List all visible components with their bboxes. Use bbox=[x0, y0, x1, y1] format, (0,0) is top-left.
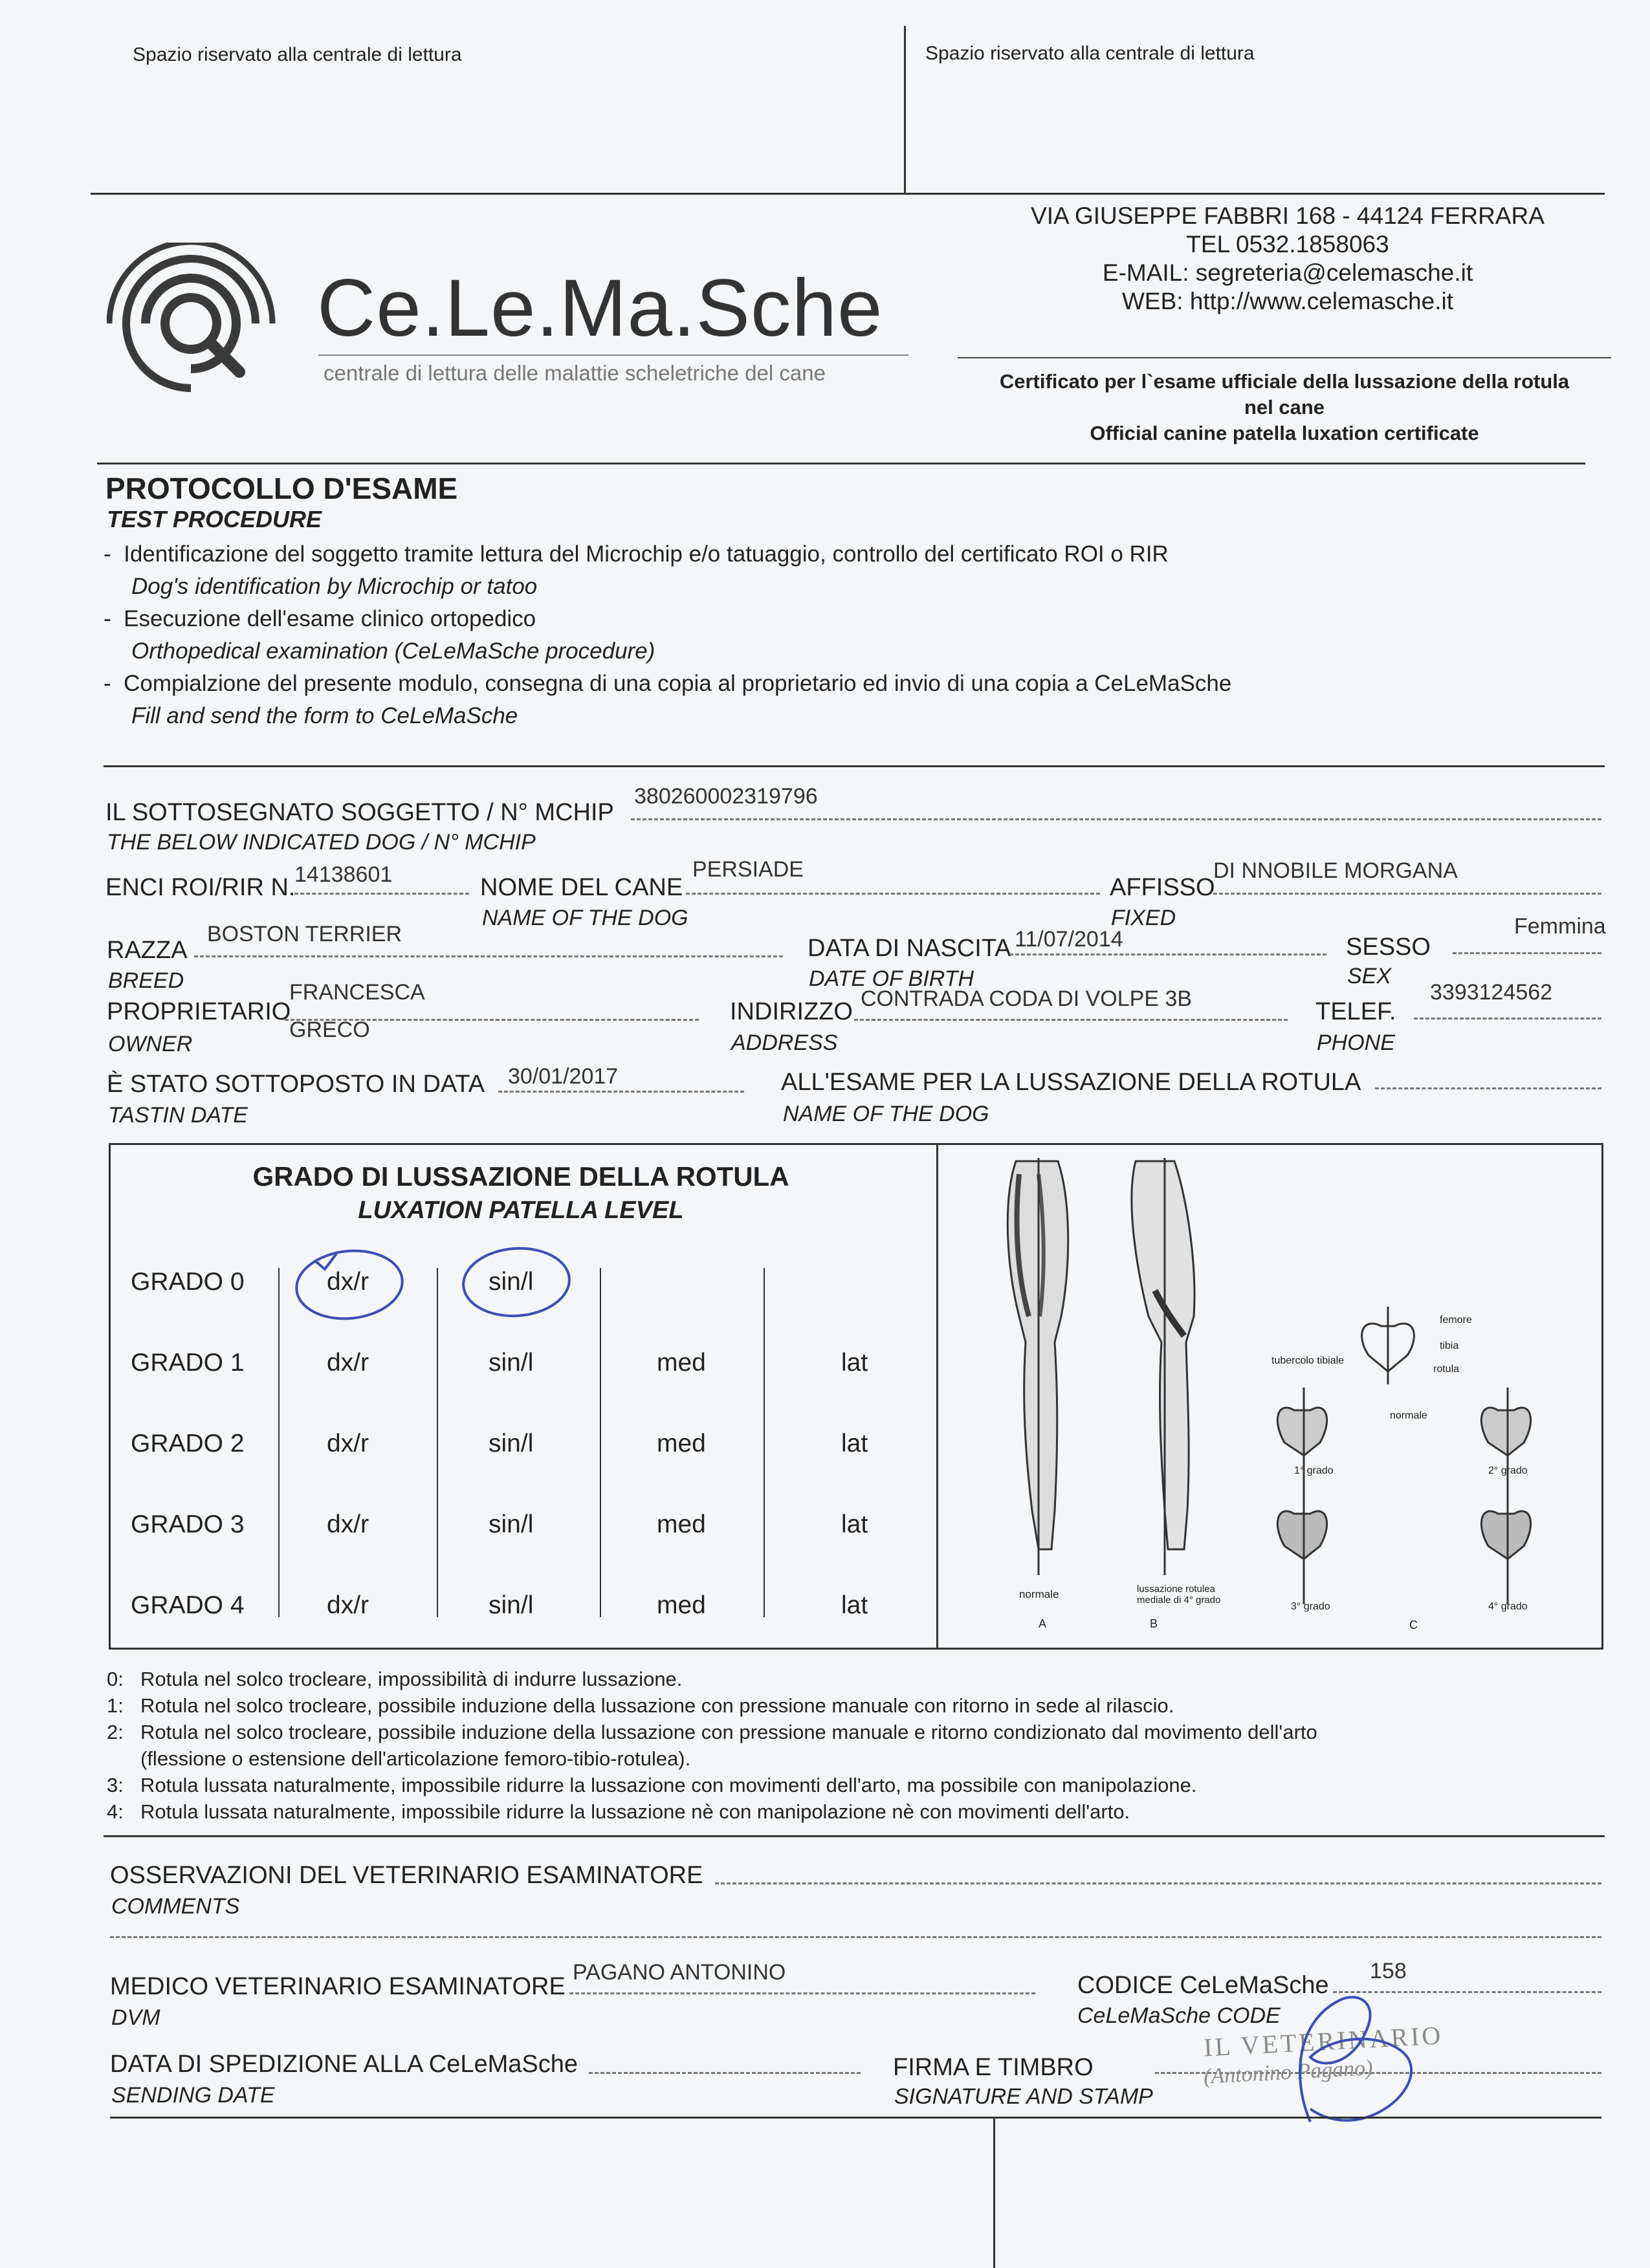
legend-num: 3: bbox=[107, 1774, 124, 1796]
sign-label: FIRMA E TIMBRO bbox=[893, 2054, 1094, 2081]
protocol-list bbox=[104, 538, 1231, 732]
protocol-item: - Identificazione del soggetto tramite lettura del Microchip e/o tatuaggio, controllo del certificato ROI o RIR bbox=[104, 541, 1169, 567]
grade-dx[interactable]: dx/r bbox=[327, 1349, 369, 1377]
protocol-rule bbox=[104, 765, 1605, 767]
diag-label-g3: 3° grado bbox=[1291, 1601, 1330, 1612]
grade-dx[interactable]: dx/r bbox=[327, 1268, 369, 1296]
grade-sin[interactable]: sin/l bbox=[489, 1430, 534, 1457]
diag-label-c: C bbox=[1409, 1619, 1418, 1631]
legend-text: Rotula lussata naturalmente, impossibile ridurre la lussazione con movimenti dell'arto, ma possibile con manipolazione. bbox=[140, 1774, 1197, 1796]
legend-row bbox=[107, 1772, 1317, 1798]
signature-icon bbox=[1284, 1979, 1479, 2135]
address-label: INDIRIZZO bbox=[730, 998, 853, 1025]
grade-sin[interactable]: sin/l bbox=[489, 1349, 534, 1377]
diag-label-lussazione-line2: mediale di 4° grado bbox=[1137, 1595, 1221, 1606]
reserved-left: Spazio riservato alla centrale di lettura bbox=[133, 44, 462, 65]
exam-sub: NAME OF THE DOG bbox=[783, 1102, 989, 1126]
diag-label-g1: 1° grado bbox=[1294, 1465, 1334, 1476]
exam-label: ALL'ESAME PER LA LUSSAZIONE DELLA ROTULA bbox=[781, 1069, 1361, 1096]
top-rule bbox=[91, 193, 1605, 195]
address-value: CONTRADA CODA DI VOLPE 3B bbox=[861, 987, 1193, 1011]
grade0-circles bbox=[285, 1242, 595, 1333]
diag-label-tibia: tibia bbox=[1440, 1340, 1459, 1351]
protocol-subtitle: TEST PROCEDURE bbox=[107, 506, 322, 532]
mchip-line bbox=[631, 818, 1601, 820]
sex-line bbox=[1453, 952, 1601, 954]
owner-value-first: FRANCESCA bbox=[289, 980, 425, 1005]
phone-line: TEL 0532.1858063 bbox=[1186, 231, 1389, 257]
send-sub: SENDING DATE bbox=[111, 2083, 275, 2108]
protocol-item: - Esecuzione dell'esame clinico ortopedico bbox=[104, 606, 536, 631]
owner-sub: OWNER bbox=[108, 1032, 193, 1056]
affisso-value: DI NNOBILE MORGANA bbox=[1213, 858, 1458, 883]
cert-rule bbox=[958, 357, 1611, 358]
diag-label-g2: 2° grado bbox=[1488, 1465, 1528, 1476]
phone-sub: PHONE bbox=[1317, 1030, 1395, 1055]
vet-label: MEDICO VETERINARIO ESAMINATORE bbox=[110, 1973, 566, 2000]
code-sub: CeLeMaSche CODE bbox=[1077, 2003, 1281, 2028]
grade-med[interactable]: med bbox=[657, 1349, 706, 1377]
mchip-label: IL SOTTOSEGNATO SOGGETTO / N° MCHIP bbox=[105, 799, 614, 826]
grade-med[interactable]: med bbox=[657, 1591, 706, 1619]
legend-text: Rotula nel solco trocleare, possibile induzione della lussazione con pressione manuale e ritorno condizionato dal movimento dell'arto bbox=[140, 1721, 1317, 1743]
protocol-item-it: Compialzione del presente modulo, consegna di una copia al proprietario ed invio di una copia a CeLeMaSche bbox=[124, 671, 1232, 696]
col-divider bbox=[278, 1268, 280, 1617]
code-label: CODICE CeLeMaSche bbox=[1077, 1972, 1329, 1999]
legend-text: (flessione o estensione dell'articolazione femoro-tibio-rotulea). bbox=[140, 1747, 691, 1770]
grade-sin[interactable]: sin/l bbox=[489, 1268, 534, 1296]
date-sub: TASTIN DATE bbox=[108, 1103, 248, 1128]
affisso-sub: FIXED bbox=[1111, 906, 1176, 930]
legend-text: Rotula lussata naturalmente, impossibile ridurre la lussazione nè con manipolazione nè con movimenti dell'arto. bbox=[140, 1800, 1130, 1823]
circle-dx bbox=[293, 1246, 406, 1324]
affisso-line bbox=[1213, 893, 1601, 895]
legend-num: 0: bbox=[107, 1668, 124, 1690]
protocol-title: PROTOCOLLO D'ESAME bbox=[105, 472, 458, 505]
logo-icon bbox=[107, 243, 301, 398]
logo-tagline: centrale di lettura delle malattie scheletriche del cane bbox=[324, 361, 826, 385]
affisso-label: AFFISSO bbox=[1110, 874, 1215, 901]
logo-name: Ce.Le.Ma.Sche bbox=[317, 263, 883, 353]
name-line bbox=[686, 893, 1100, 895]
owner-value-second: GRECO bbox=[289, 1018, 370, 1042]
dob-line bbox=[1009, 954, 1326, 955]
legend-num: 2: bbox=[107, 1721, 124, 1743]
grade-med[interactable]: med bbox=[657, 1430, 706, 1457]
legend-text: Rotula nel solco trocleare, possibile induzione della lussazione con pressione manuale con ritorno in sede al rilascio. bbox=[140, 1694, 1174, 1717]
patella-diagram bbox=[941, 1148, 1598, 1646]
diag-label-normale-a: normale bbox=[1019, 1588, 1059, 1600]
razza-line bbox=[194, 955, 783, 957]
exam-line bbox=[1375, 1087, 1601, 1089]
enci-label: ENCI ROI/RIR N. bbox=[105, 874, 296, 901]
diag-label-tubercolo: tubercolo tibiale bbox=[1271, 1355, 1345, 1366]
razza-sub: BREED bbox=[108, 968, 184, 993]
legend-row bbox=[107, 1798, 1317, 1825]
protocol-item-it: Esecuzione dell'esame clinico ortopedico bbox=[124, 606, 536, 631]
enci-line bbox=[294, 893, 469, 895]
legend-text: Rotula nel solco trocleare, impossibilità di indurre lussazione. bbox=[140, 1668, 683, 1690]
code-value: 158 bbox=[1370, 1959, 1407, 1983]
top-divider bbox=[904, 26, 906, 193]
diag-label-femore: femore bbox=[1440, 1314, 1472, 1325]
grade-label: GRADO 2 bbox=[131, 1430, 245, 1457]
grade-label: GRADO 0 bbox=[131, 1268, 245, 1296]
sex-sub: SEX bbox=[1347, 964, 1392, 988]
dob-value: 11/07/2014 bbox=[1015, 927, 1123, 952]
diag-label-lussazione-line1: lussazione rotulea bbox=[1137, 1584, 1215, 1595]
diag-label-b: B bbox=[1150, 1617, 1158, 1630]
obs-label: OSSERVAZIONI DEL VETERINARIO ESAMINATORE bbox=[110, 1862, 703, 1889]
date-value: 30/01/2017 bbox=[508, 1064, 619, 1089]
grade-dx[interactable]: dx/r bbox=[327, 1591, 369, 1619]
grade-label: GRADO 1 bbox=[131, 1349, 245, 1377]
legend-rule bbox=[104, 1835, 1605, 1837]
circle-sin bbox=[461, 1245, 572, 1319]
owner-label: PROPRIETARIO bbox=[107, 998, 291, 1025]
protocol-item: - Compialzione del presente modulo, consegna di una copia al proprietario ed invio di una copia a CeLeMaSche bbox=[104, 671, 1232, 696]
grade-label: GRADO 3 bbox=[131, 1510, 245, 1538]
vet-line bbox=[569, 1992, 1035, 1994]
phone-label: TELEF. bbox=[1315, 998, 1396, 1025]
legend-row bbox=[107, 1692, 1317, 1719]
sex-label: SESSO bbox=[1346, 933, 1431, 961]
mchip-sub: THE BELOW INDICATED DOG / N° MCHIP bbox=[107, 830, 536, 855]
legend-row bbox=[107, 1719, 1317, 1745]
cert-it-line2: nel cane bbox=[1244, 396, 1325, 419]
enci-value: 14138601 bbox=[294, 862, 393, 887]
sex-value: Femmina bbox=[1514, 914, 1606, 939]
bottom-divider bbox=[993, 2117, 995, 2268]
protocol-item-en: Dog's identification by Microchip or tatoo bbox=[131, 574, 538, 599]
legend-row bbox=[107, 1666, 1317, 1692]
dob-label: DATA DI NASCITA bbox=[808, 935, 1011, 962]
certificate-title bbox=[932, 369, 1637, 446]
obs-line-2[interactable] bbox=[110, 1936, 1601, 1938]
cert-en: Official canine patella luxation certificate bbox=[1090, 422, 1479, 444]
name-value: PERSIADE bbox=[692, 857, 804, 882]
grade-lat[interactable]: lat bbox=[841, 1430, 868, 1457]
grade-med[interactable]: med bbox=[657, 1510, 706, 1538]
phone-line bbox=[1414, 1018, 1601, 1020]
dob-sub: DATE OF BIRTH bbox=[809, 966, 974, 991]
diag-label-rotula: rotula bbox=[1433, 1364, 1460, 1375]
grade-lat[interactable]: lat bbox=[841, 1510, 868, 1538]
col-divider bbox=[600, 1268, 601, 1617]
grade-legend bbox=[107, 1666, 1317, 1825]
razza-label: RAZZA bbox=[107, 937, 188, 964]
grade-subtitle: LUXATION PATELLA LEVEL bbox=[358, 1197, 684, 1224]
legend-num: 1: bbox=[107, 1694, 124, 1717]
grade-dx[interactable]: dx/r bbox=[327, 1430, 369, 1457]
protocol-item-en: Orthopedical examination (CeLeMaSche procedure) bbox=[131, 638, 655, 664]
grade-sin[interactable]: sin/l bbox=[489, 1510, 534, 1538]
grade-row bbox=[131, 1268, 245, 1296]
date-label: È STATO SOTTOPOSTO IN DATA bbox=[107, 1071, 485, 1098]
grade-dx[interactable]: dx/r bbox=[327, 1510, 369, 1538]
address-line: VIA GIUSEPPE FABBRI 168 - 44124 FERRARA bbox=[1031, 202, 1545, 229]
vet-sub: DVM bbox=[111, 2005, 160, 2030]
grade-title: GRADO DI LUSSAZIONE DELLA ROTULA bbox=[252, 1161, 789, 1192]
cert-bottom-rule bbox=[97, 463, 1585, 464]
stamp-line2: (Antonino Pagano) bbox=[1203, 2056, 1374, 2089]
sign-sub: SIGNATURE AND STAMP bbox=[894, 2084, 1153, 2109]
grade-lat[interactable]: lat bbox=[841, 1349, 868, 1377]
protocol-item-en: Fill and send the form to CeLeMaSche bbox=[131, 703, 518, 728]
date-line bbox=[498, 1091, 744, 1093]
grade-lat[interactable]: lat bbox=[841, 1591, 868, 1619]
reserved-right: Spazio riservato alla centrale di lettura bbox=[925, 43, 1255, 64]
protocol-item-it: Identificazione del soggetto tramite lettura del Microchip e/o tatuaggio, controllo del certificato ROI o RIR bbox=[124, 541, 1169, 567]
diag-label-a: A bbox=[1039, 1617, 1047, 1630]
diag-label-g4: 4° grado bbox=[1488, 1601, 1528, 1612]
mchip-value: 380260002319796 bbox=[634, 784, 818, 809]
cert-it-line1: Certificato per l`esame ufficiale della lussazione della rotula bbox=[999, 370, 1570, 393]
logo-rule bbox=[318, 354, 908, 356]
address-line bbox=[854, 1019, 1288, 1021]
vet-value: PAGANO ANTONINO bbox=[573, 1960, 786, 1985]
legend-num: 4: bbox=[107, 1800, 124, 1823]
razza-value: BOSTON TERRIER bbox=[207, 922, 402, 946]
bottom-rule bbox=[110, 2117, 1601, 2119]
diag-label-normale-c: normale bbox=[1390, 1410, 1427, 1421]
web-line: WEB: http://www.celemasche.it bbox=[1121, 288, 1453, 314]
grade-label: GRADO 4 bbox=[131, 1591, 245, 1619]
name-label: NOME DEL CANE bbox=[480, 874, 683, 901]
address-sub: ADDRESS bbox=[731, 1030, 838, 1055]
diag-label-lussazione bbox=[1137, 1584, 1220, 1606]
grade-box-divider bbox=[936, 1143, 938, 1650]
obs-sub: COMMENTS bbox=[111, 1894, 240, 1919]
email-line: E-MAIL: segreteria@celemasche.it bbox=[1102, 259, 1473, 286]
send-line[interactable] bbox=[589, 2072, 861, 2074]
grade-sin[interactable]: sin/l bbox=[489, 1591, 534, 1619]
col-divider bbox=[764, 1268, 765, 1617]
legend-row bbox=[107, 1745, 1317, 1772]
address-block bbox=[958, 202, 1618, 316]
stamp-line1: IL VETERINARIO bbox=[1203, 2020, 1444, 2062]
send-label: DATA DI SPEDIZIONE ALLA CeLeMaSche bbox=[110, 2051, 578, 2078]
phone-value: 3393124562 bbox=[1430, 980, 1553, 1005]
name-sub: NAME OF THE DOG bbox=[482, 906, 688, 930]
obs-line[interactable] bbox=[715, 1882, 1601, 1884]
